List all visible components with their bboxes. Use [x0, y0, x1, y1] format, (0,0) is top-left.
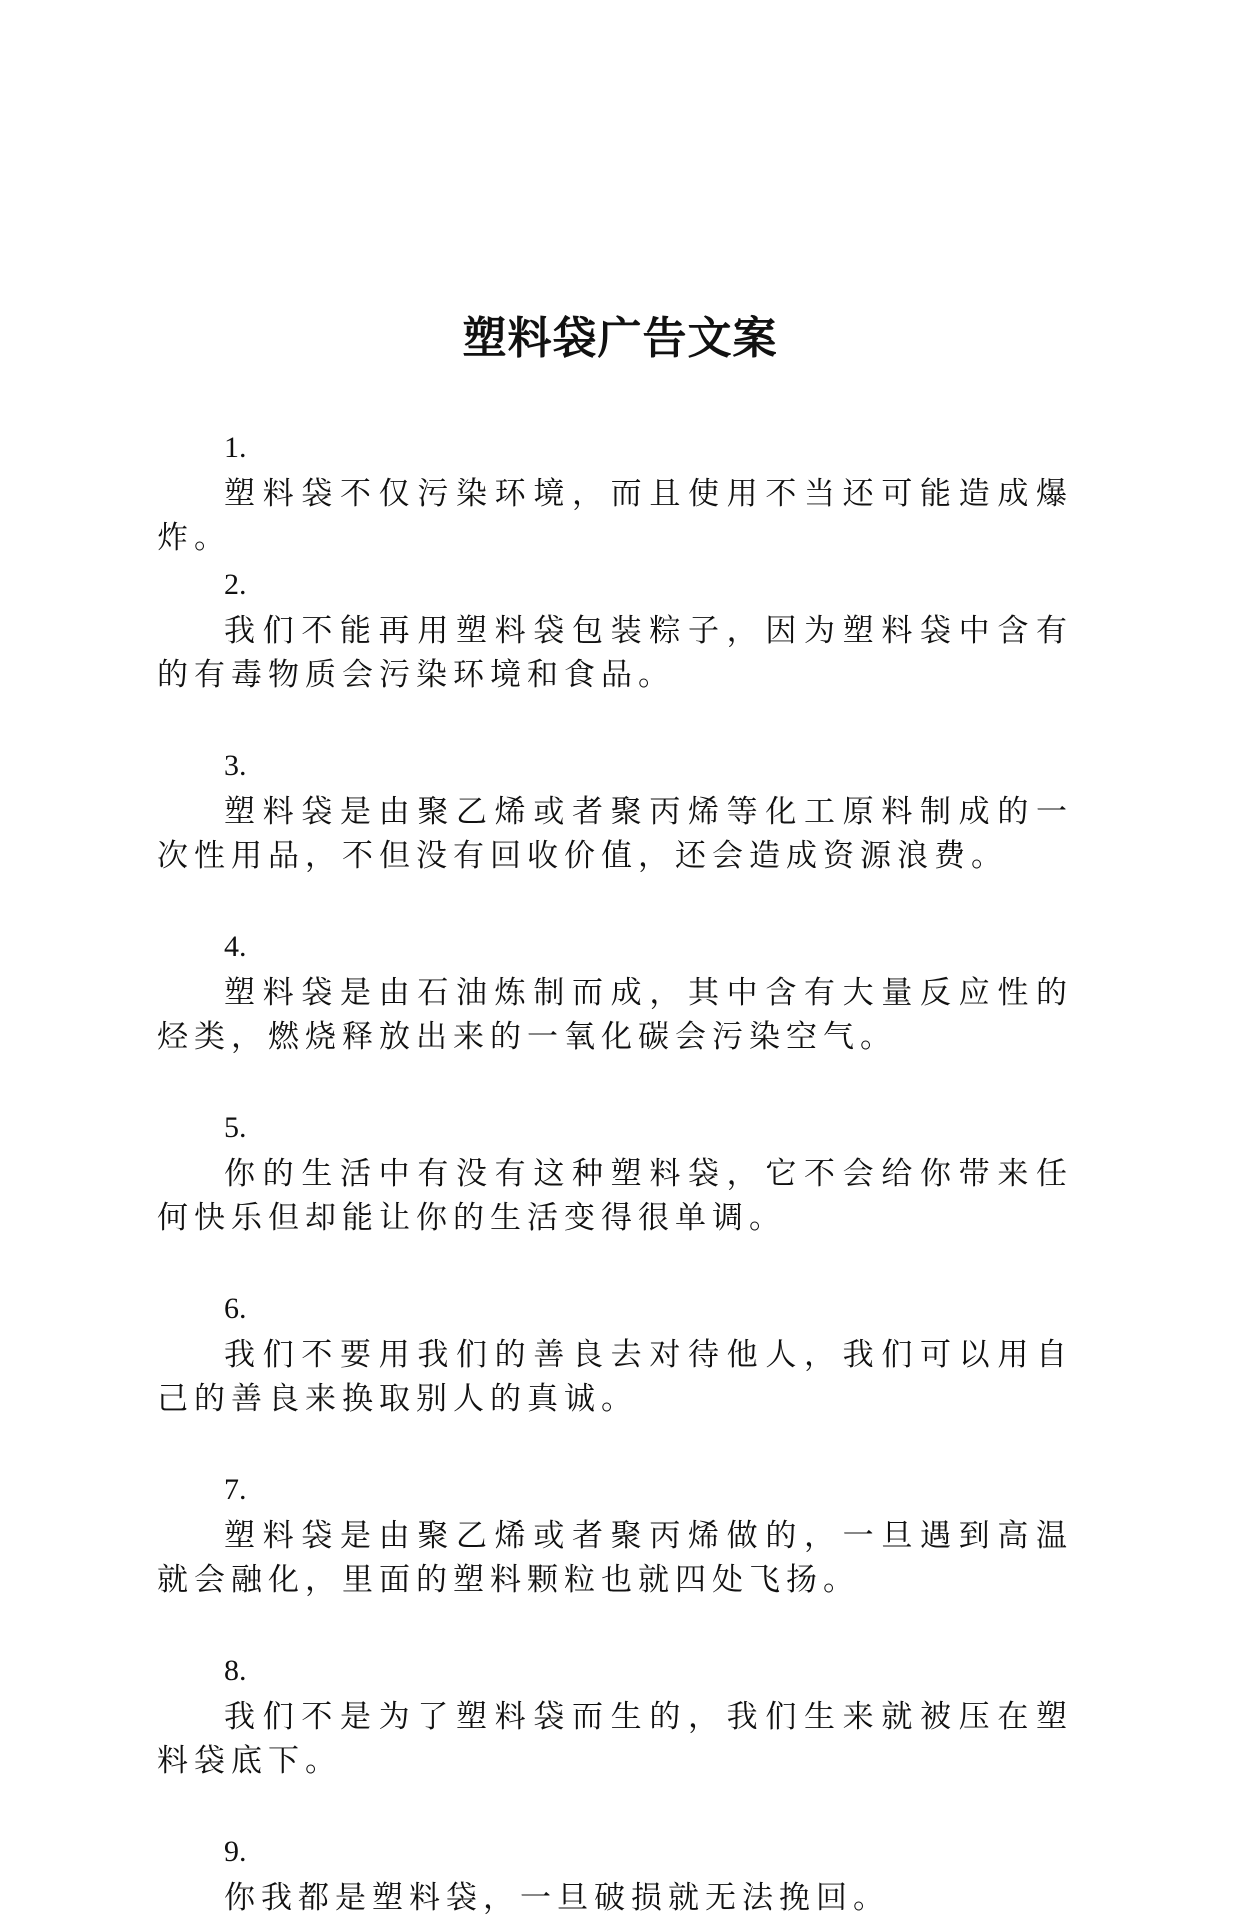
item-number: 4.: [224, 930, 247, 963]
item-number: 5.: [224, 1111, 247, 1144]
item-text: 我们不能再用塑料袋包装粽子，因为塑料袋中含有的有毒物质会污染环境和食品。: [157, 613, 1073, 693]
list-item: [157, 1287, 1073, 1468]
item-number: 6.: [224, 1292, 247, 1325]
item-text: 塑料袋是由聚乙烯或者聚丙烯做的，一旦遇到高温就会融化，里面的塑料颗粒也就四处飞扬。: [157, 1518, 1073, 1598]
item-text: 我们不要用我们的善良去对待他人，我们可以用自己的善良来换取别人的真诚。: [157, 1337, 1073, 1417]
item-text: 塑料袋是由石油炼制而成，其中含有大量反应性的烃类，燃烧释放出来的一氧化碳会污染空气。: [157, 975, 1073, 1055]
list-item: [157, 925, 1073, 1106]
list-item: [157, 563, 1073, 744]
list-item: [157, 1649, 1073, 1830]
item-text: 塑料袋不仅污染环境，而且使用不当还可能造成爆炸。: [157, 476, 1073, 556]
list-item: [157, 1830, 1073, 1920]
item-number: 2.: [224, 568, 247, 601]
list-item: [157, 744, 1073, 925]
item-number: 9.: [224, 1835, 247, 1868]
item-list: [157, 426, 1073, 1920]
page-title: 塑料袋广告文案: [462, 313, 778, 364]
item-number: 8.: [224, 1654, 247, 1687]
list-item: [157, 1468, 1073, 1649]
item-text: 塑料袋是由聚乙烯或者聚丙烯等化工原料制成的一次性用品，不但没有回收价值，还会造成资源浪费。: [157, 794, 1073, 874]
item-number: 1.: [224, 431, 247, 464]
item-text: 你我都是塑料袋，一旦破损就无法挽回。: [224, 1880, 890, 1916]
list-item: [157, 426, 1073, 563]
list-item: [157, 1106, 1073, 1287]
item-number: 7.: [224, 1473, 247, 1506]
item-number: 3.: [224, 749, 247, 782]
item-text: 我们不是为了塑料袋而生的，我们生来就被压在塑料袋底下。: [157, 1699, 1073, 1779]
item-text: 你的生活中有没有这种塑料袋，它不会给你带来任何快乐但却能让你的生活变得很单调。: [157, 1156, 1073, 1236]
